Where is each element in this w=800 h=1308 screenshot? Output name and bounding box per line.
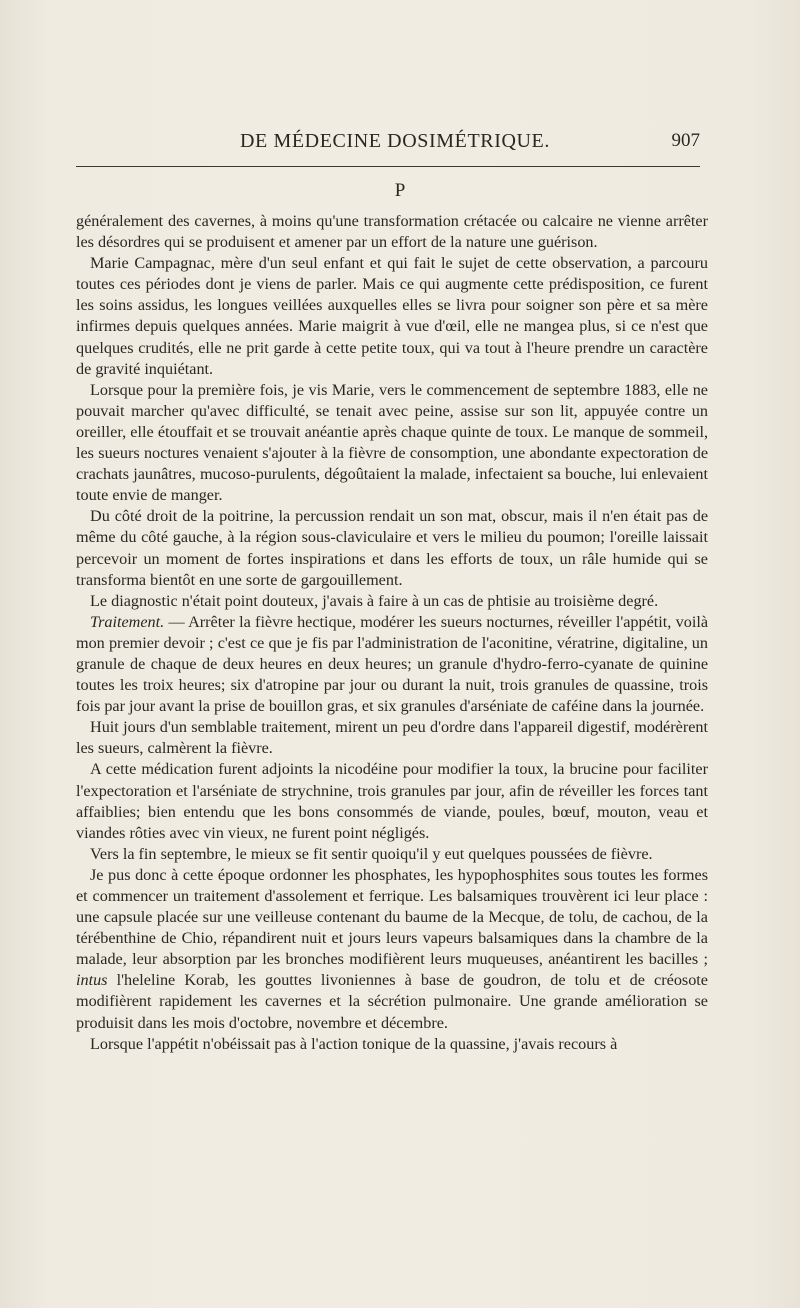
running-head: DE MÉDECINE DOSIMÉTRIQUE. [240, 130, 550, 152]
paragraph: A cette médication furent adjoints la nicodéine pour modifier la toux, la brucine pour faciliter l'expectoration et l'arséniate de strychnine, trois granules par jour, afin de réveiller les forces tant affaiblies; bien entendu que les bons consommés de viande, poules, bœuf, mouton, veau et viandes rôties avec vin vieux, ne furent point négligés. [76, 760, 708, 842]
paragraph: Du côté droit de la poitrine, la percussion rendait un son mat, obscur, mais il n'en était pas de même du côté gauche, à la région sous-claviculaire et vers le milieu du poumon; l'oreille laissait percevoir un moment de fortes inspirations et dans les efforts de toux, un râle humide qui se transforma bientôt en une sorte de gargouillement. [76, 507, 708, 589]
page-number: 907 [671, 130, 700, 151]
paragraph-text: Je pus donc à cette époque ordonner les phosphates, les hypophosphites sous toutes les formes et commencer un traitement d'assolement et ferrique. Les balsamiques trouvèrent ici leur place : une capsule placée sur une veilleuse contenant du baume de la Mecque, de tolu, de cachou, de la térébenthine de Chio, répandirent nuit et jours leurs vapeurs balsamiques dans la chambre de la malade, leur absorption par les bronches modifièrent leurs muqueuses, anéantirent les bacilles ; [76, 865, 708, 969]
paragraph [76, 865, 708, 1034]
paragraph: Lorsque pour la première fois, je vis Marie, vers le commencement de septembre 1883, elle ne pouvait marcher qu'avec difficulté, se tenait avec peine, assise sur son lit, appuyée contre un oreiller, elle étouffait et se trouvait anéantie après chaque quinte de toux. Le manque de sommeil, les sueurs noctures venaient s'ajouter à la fièvre de consomption, une abondante expectoration de crachats jaunâtres, mucoso-purulents, dégoûtaient la malade, infectaient sa bouche, lui enlevaient toute envie de manger. [76, 380, 708, 505]
paragraph: généralement des cavernes, à moins qu'une transformation crétacée ou calcaire ne vienne arrêter les désordres qui se produisent et amener par un effort de la nature une guérison. [76, 212, 708, 252]
paragraph: Vers la fin septembre, le mieux se fit sentir quoiqu'il y eut quelques poussées de fièvre. [90, 844, 653, 863]
paragraph: Lorsque l'appétit n'obéissait pas à l'action tonique de la quassine, j'avais recours à [90, 1034, 618, 1053]
paragraph [76, 612, 708, 717]
section-lead: Traitement. [90, 612, 165, 631]
page-header [78, 130, 706, 160]
header-rule [76, 166, 700, 167]
signature-mark: P [394, 180, 406, 201]
paragraph-text: l'heleline Korab, les gouttes livoniennes à base de goudron, de tolu et de créosote modifièrent rapidement les cavernes et la sécrétion pulmonaire. Une grande amélioration se produisit dans les mois d'octobre, novembre et décembre. [76, 971, 708, 1032]
italic-term: intus [76, 971, 108, 990]
paragraph: Le diagnostic n'était point douteux, j'avais à faire à un cas de phtisie au troisième degré. [90, 591, 659, 610]
paragraph: Marie Campagnac, mère d'un seul enfant et qui fait le sujet de cette observation, a parcouru toutes ces périodes dont je viens de parler. Mais ce qui augmente cette prédisposition, ce furent les soins assidus, les longues veillées auxquelles elles se livra pour soigner son père et sa mère infirmes depuis quelques années. Marie maigrit à vue d'œil, elle ne mangea plus, si ce n'est que quelques crudités, elle ne prit garde à cette petite toux, qui va tout à l'heure prendre un caractère de gravité inquiétant. [76, 254, 708, 378]
paragraph: Huit jours d'un semblable traitement, mirent un peu d'ordre dans l'appareil digestif, modérèrent les sueurs, calmèrent la fièvre. [76, 718, 708, 758]
body-text [76, 211, 708, 1055]
paragraph-text: — Arrêter la fièvre hectique, modérer les sueurs nocturnes, réveiller l'appétit, voilà mon premier devoir ; c'est ce que je fis par l'administration de l'aconitine, vératrine, digitaline, un granule de chaque de deux heures en deux heures; un granule d'hydro-ferro-cyanate de quinine toutes les troix heures; six d'atropine par jour ou durant la nuit, trois granules de quassine, trois fois par jour avant la prise de bouillon gras, et six granules d'arséniate de caféine dans la journée. [76, 612, 708, 716]
